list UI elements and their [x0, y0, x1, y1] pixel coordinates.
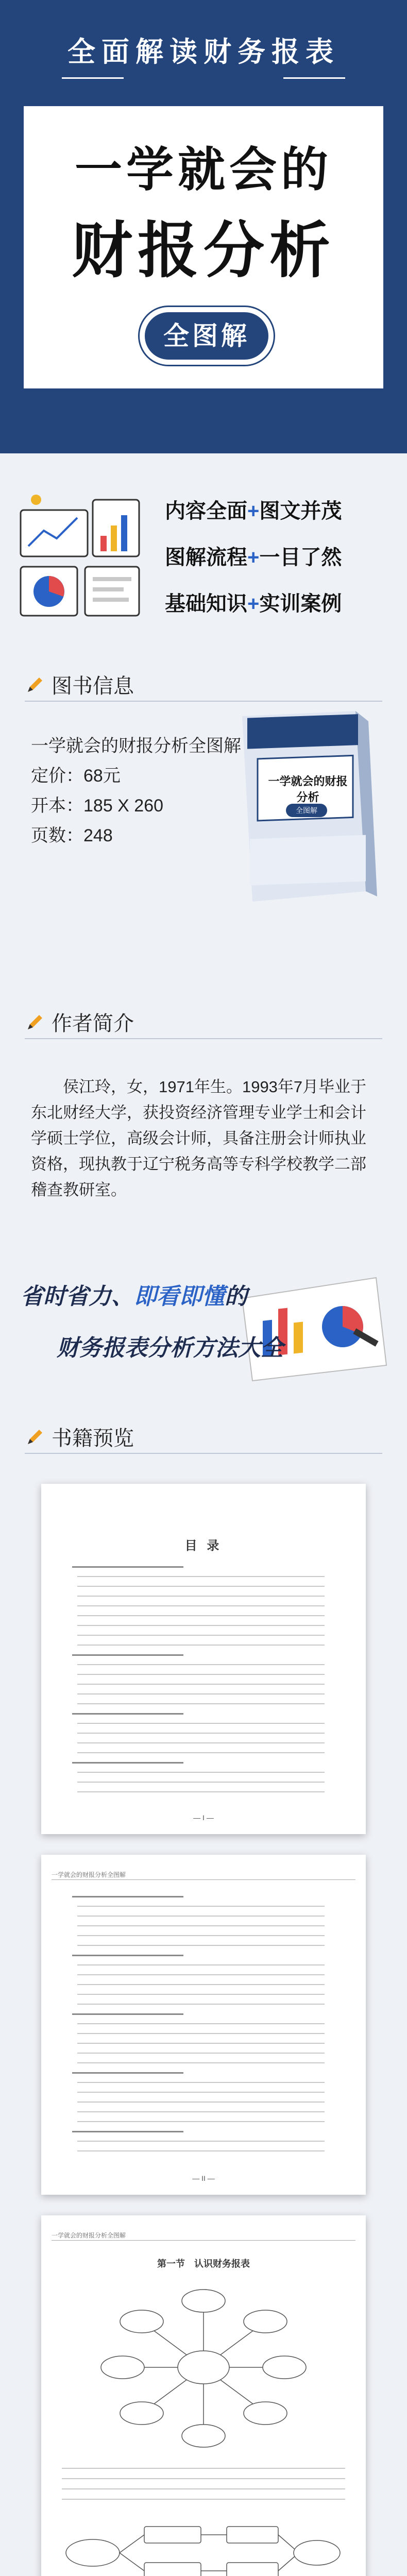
- toc-entry-line: [77, 2004, 325, 2005]
- toc-entry-line: [77, 1733, 325, 1734]
- toc-entry-line: [77, 1984, 325, 1985]
- toc-entry-line: [77, 1935, 325, 1936]
- feature-1b: 图文并茂: [259, 500, 342, 522]
- banner-tagline: 全面解读财务报表: [67, 37, 340, 67]
- book-info-heading-text: 图书信息: [52, 675, 134, 698]
- toc-entry-line: [77, 1906, 325, 1907]
- promo-banner: [0, 1267, 407, 1396]
- promo-line-2: 财务报表分析方法大全: [57, 1335, 283, 1361]
- toc-entry-line: [77, 1772, 325, 1773]
- feature-2a: 图解流程: [165, 546, 247, 569]
- book-title-line1: 一学就会的: [74, 144, 332, 196]
- toc-entry-line: [77, 1615, 325, 1616]
- pencil-icon: [25, 674, 45, 695]
- author-heading: [25, 1007, 134, 1037]
- toc-entry-line: [77, 1752, 325, 1753]
- feature-1a: 内容全面: [165, 500, 247, 522]
- toc-chapter-line: [72, 1713, 183, 1715]
- toc-chapter-line: [72, 2013, 183, 2015]
- toc-entry-line: [77, 2082, 325, 2083]
- toc-entry-line: [62, 2488, 345, 2489]
- divider: [25, 1038, 382, 1039]
- toc-entry-line: [62, 2499, 345, 2500]
- toc-entry-line: [77, 1742, 325, 1743]
- page-number: — II —: [192, 2174, 215, 2182]
- toc-entry-line: [62, 2478, 345, 2479]
- book-title-line2: 财报分析: [71, 217, 335, 285]
- toc-chapter-line: [72, 1762, 183, 1764]
- book-pages: 页数：248: [31, 826, 113, 845]
- divider: [25, 1453, 382, 1454]
- toc-entry-line: [77, 2111, 325, 2112]
- badge-full-illustrated: 全图解: [145, 312, 268, 360]
- toc-entry-line: [77, 1645, 325, 1646]
- author-bio: 侯江玲，女，1971年生。1993年7月毕业于东北财经大学，获投资经济管理专业学士和会计学硕士学位，高级会计师，具备注册会计师执业资格，现执教于辽宁税务高等专科学校教学二部稽查教研室。: [31, 1078, 367, 1199]
- book-format: 开本：185 X 260: [31, 796, 164, 816]
- toc-chapter-line: [72, 1654, 183, 1656]
- preview-page-toc: [41, 1484, 366, 1834]
- toc-entry-line: [77, 1945, 325, 1946]
- toc-entry-line: [77, 1974, 325, 1975]
- toc-entry-line: [77, 2023, 325, 2024]
- toc-entry-line: [77, 2092, 325, 2093]
- divider: [25, 701, 382, 702]
- tagline-rule-left: [62, 77, 124, 79]
- toc-entry-line: [77, 1576, 325, 1577]
- finance-illustration-icon: [15, 489, 144, 623]
- toc-entry-line: [77, 2102, 325, 2103]
- toc-entry-line: [77, 2033, 325, 2034]
- promo-line-1c: 的: [225, 1284, 247, 1309]
- mind-map-diagram: [98, 2282, 309, 2452]
- features-section: [0, 484, 407, 639]
- flowchart-diagram: [62, 2519, 345, 2576]
- cover-badge: 全图解: [286, 804, 327, 817]
- toc-entry-line: [77, 2062, 325, 2063]
- toc-entry-line: [77, 1703, 325, 1704]
- toc-entry-line: [77, 2141, 325, 2142]
- feature-line-2: 图解流程+一目了然: [165, 546, 342, 569]
- toc-label: 目 录: [184, 1539, 223, 1553]
- section-title: 第一节 认识财务报表: [157, 2259, 250, 2269]
- page-number: — I —: [193, 1814, 214, 1822]
- toc-entry-line: [77, 2043, 325, 2044]
- toc-entry-line: [77, 1723, 325, 1724]
- feature-line-3: 基础知识+实训案例: [165, 592, 342, 615]
- toc-entry-line: [77, 1625, 325, 1626]
- toc-chapter-line: [72, 2131, 183, 2132]
- toc-entry-line: [62, 2468, 345, 2469]
- preview-page-toc-2: [41, 1855, 366, 2195]
- preview-heading: [25, 1422, 134, 1451]
- toc-chapter-line: [72, 1566, 183, 1568]
- running-header: 一学就会的财报分析全图解: [52, 1871, 126, 1878]
- promo-line-1: [21, 1278, 247, 1311]
- running-header: 一学就会的财报分析全图解: [52, 2232, 126, 2239]
- feature-3b: 实训案例: [259, 592, 342, 615]
- title-card: [21, 103, 386, 392]
- toc-entry-line: [77, 1674, 325, 1675]
- toc-chapter-line: [72, 1896, 183, 1897]
- tagline-rule-right: [283, 77, 345, 79]
- header-rule: [52, 2240, 355, 2241]
- book-cover-image: [227, 706, 381, 907]
- toc-entry-line: [77, 1964, 325, 1965]
- toc-entry-line: [77, 2053, 325, 2054]
- toc-chapter-line: [72, 2072, 183, 2074]
- toc-entry-line: [77, 1635, 325, 1636]
- header-rule: [52, 1879, 355, 1880]
- toc-entry-line: [77, 2150, 325, 2151]
- book-name: 一学就会的财报分析全图解: [31, 736, 241, 756]
- book-price: 定价：68元: [31, 766, 121, 786]
- book-info-heading: [25, 670, 134, 699]
- feature-3a: 基础知识: [165, 592, 247, 615]
- toc-entry-line: [77, 1791, 325, 1792]
- toc-entry-line: [77, 1586, 325, 1587]
- toc-entry-line: [77, 2121, 325, 2122]
- feature-line-1: 内容全面+图文并茂: [165, 500, 342, 522]
- toc-entry-line: [77, 1664, 325, 1665]
- toc-entry-line: [77, 1596, 325, 1597]
- pencil-icon: [25, 1427, 45, 1447]
- toc-entry-line: [77, 1782, 325, 1783]
- toc-entry-line: [77, 1916, 325, 1917]
- report-document-icon: [232, 1267, 397, 1386]
- cover-title: 一学就会的财报分析: [268, 775, 348, 804]
- author-heading-text: 作者简介: [52, 1012, 134, 1035]
- promo-line-1a: 省时省力、: [21, 1284, 134, 1309]
- pencil-icon: [25, 1012, 45, 1032]
- toc-entry-line: [77, 1684, 325, 1685]
- promo-line-1b: 即看即懂: [134, 1284, 225, 1309]
- toc-entry-line: [77, 1693, 325, 1694]
- toc-chapter-line: [72, 1955, 183, 1956]
- preview-heading-text: 书籍预览: [52, 1427, 134, 1450]
- preview-page-content: [41, 2215, 366, 2576]
- toc-entry-line: [77, 1605, 325, 1606]
- toc-entry-line: [77, 1925, 325, 1926]
- toc-entry-line: [77, 1994, 325, 1995]
- feature-2b: 一目了然: [259, 546, 342, 569]
- banner: [0, 0, 407, 453]
